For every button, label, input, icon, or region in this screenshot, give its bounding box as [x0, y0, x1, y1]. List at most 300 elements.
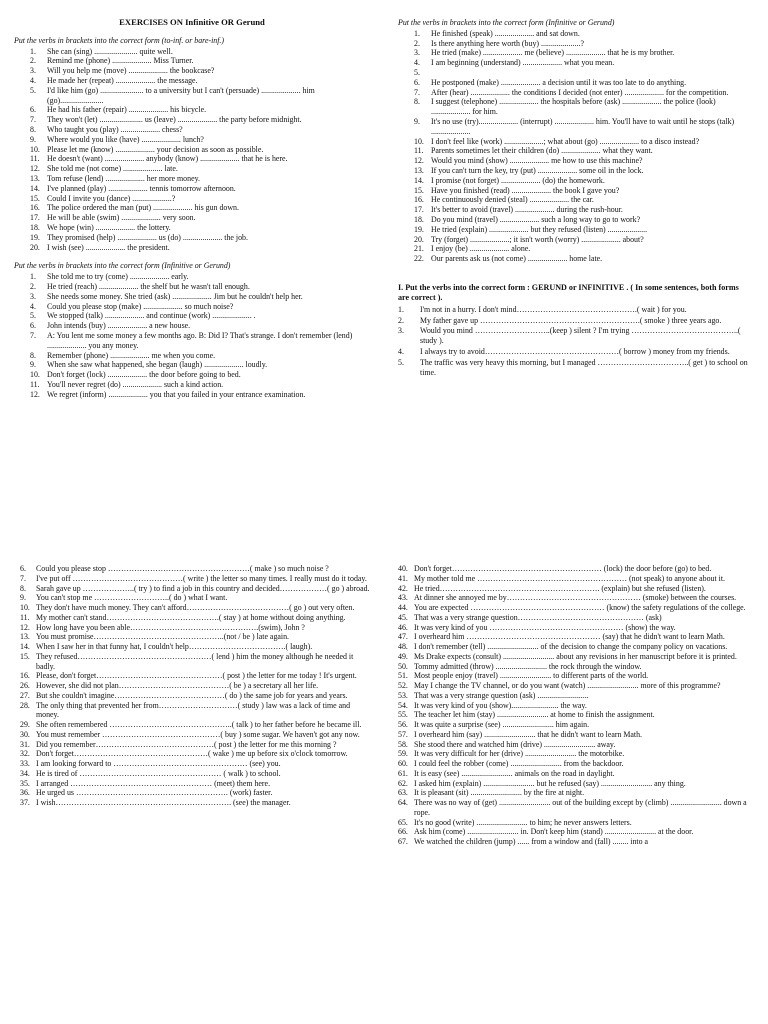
exercise-item — [398, 779, 750, 789]
item-number: 1. — [30, 272, 36, 282]
item-text: It's no use (try).................... (interrupt) .................... him. You'll have to wait until he stops (talk) .................... — [431, 116, 735, 136]
exercise-item — [398, 759, 750, 769]
item-text: Would you mind (show) .................... me how to use this machine? — [431, 156, 643, 166]
exercise-item — [398, 827, 750, 837]
item-text: Most people enjoy (travel) .......................... to different parts of the world. — [414, 671, 649, 681]
item-text: A: You lent me some money a few months ago. B: Did I? That's strange. I don't remember (lend) .................... you any money. — [47, 330, 353, 350]
item-text: Remember (phone) .................... me when you come. — [47, 350, 216, 360]
item-number: 3. — [30, 66, 36, 76]
item-number: 40. — [398, 564, 408, 573]
item-text: Where would you like (have) .................... lunch? — [47, 134, 204, 144]
exercise-item — [398, 662, 750, 672]
exercise-item — [14, 174, 370, 184]
exercise-item — [398, 788, 750, 798]
exercise-item — [398, 574, 750, 584]
item-number: 67. — [398, 837, 408, 846]
item-number: 6. — [30, 321, 36, 331]
exercise-item — [398, 195, 750, 205]
item-number: 32. — [20, 749, 30, 759]
item-number: 63. — [398, 788, 408, 798]
item-number: 12. — [20, 622, 30, 632]
item-text: He tried (reach) .................... the shelf but he wasn't tall enough. — [47, 281, 250, 291]
exercise-item — [398, 146, 750, 156]
item-text: When I saw her in that funny hat, I couldn't help……………………………….( laugh). — [36, 642, 313, 651]
item-number: 55. — [398, 710, 408, 720]
item-text: You can't stop me ………………………..( do ) what I want. — [36, 593, 228, 603]
item-number: 5. — [398, 357, 404, 367]
section-a-instruction: Put the verbs in brackets into the correct form (to-inf. or bare-inf.) — [14, 35, 225, 45]
exercise-item — [398, 593, 750, 603]
item-number: 4. — [30, 301, 36, 311]
item-number: 9. — [414, 116, 420, 126]
item-number: 26. — [20, 681, 30, 690]
item-text: He urged us …………………………………………………. (work) faster. — [36, 788, 273, 798]
item-number: 17. — [414, 205, 424, 215]
item-number: 13. — [414, 165, 424, 175]
exercise-item — [14, 223, 370, 233]
item-number: 49. — [398, 651, 408, 661]
item-number: 51. — [398, 671, 408, 681]
item-text: I am beginning (understand) .................... what you mean. — [431, 58, 615, 68]
item-text: They won't (let) ...................... us (leave) .................... the party before midnight. — [47, 115, 302, 125]
item-text: It's no good (write) .......................... to him; he never answers letters. — [414, 817, 632, 827]
item-text: Don't forget (lock) .................... the door before going to bed. — [47, 370, 241, 380]
item-number: 6. — [30, 105, 36, 115]
exercise-item — [398, 215, 750, 225]
exercise-item — [20, 720, 370, 730]
item-number: 59. — [398, 749, 408, 759]
item-number: 5. — [30, 311, 36, 321]
exercise-item — [20, 671, 370, 681]
item-number: 56. — [398, 720, 408, 729]
item-text: We regret (inform) .................... you that you failed in your entrance examination. — [47, 389, 306, 399]
item-text: Could I invite you (dance) ....................? — [47, 193, 176, 203]
item-text: He made her (repeat) .................... the message. — [47, 75, 198, 85]
item-number: 37. — [20, 798, 30, 807]
item-text: The teacher let him (stay) .......................... at home to finish the assignment. — [414, 710, 655, 720]
item-text: He continuously denied (steal) .................... the car. — [431, 195, 594, 205]
item-number: 35. — [20, 778, 30, 788]
item-text: I've put off ……………………………………( write ) the letter so many times. I really must do it today. — [36, 573, 367, 583]
exercise-item — [14, 154, 370, 164]
item-text: They promised (help) .................... us (do) .................... the job. — [47, 232, 248, 242]
exercise-item — [20, 730, 370, 740]
item-text: I promise (not forget) .................... (do) the homework. — [431, 175, 605, 185]
item-text: She told me to try (come) .................... early. — [47, 272, 189, 282]
item-number: 13. — [30, 173, 40, 183]
item-text: Did you remember………………………………………( post ) the letter for me this morning ? — [36, 739, 337, 749]
exercise-item — [14, 115, 370, 125]
item-text: Remind me (phone) .................... Miss Turner. — [47, 56, 194, 66]
exercise-item — [20, 652, 370, 672]
item-number: 29. — [20, 720, 30, 729]
item-text: I suggest (telephone) .................... the hospitals before (ask) .................... the police (look) .................... for him. — [431, 97, 716, 117]
item-number: 62. — [398, 778, 408, 788]
exercise-item — [398, 156, 750, 166]
item-number: 12. — [414, 156, 424, 166]
item-text: However, she did not plan……………………………………( be ) a secretary all her life. — [36, 681, 319, 690]
section-c-list — [398, 29, 750, 264]
item-text: The traffic was very heavy this morning, but I managed ……………………………..( get ) to school on time. — [420, 357, 748, 377]
exercise-item — [20, 749, 370, 759]
exercise-item — [398, 225, 750, 235]
item-number: 65. — [398, 817, 408, 827]
item-number: 1. — [30, 46, 36, 56]
item-number: 11. — [414, 146, 424, 156]
item-number: 9. — [30, 360, 36, 370]
exercise-item — [398, 137, 750, 147]
item-number: 46. — [398, 622, 408, 632]
item-number: 16. — [20, 671, 30, 681]
exercise-item — [398, 769, 750, 779]
exercise-item — [398, 584, 750, 594]
item-text: I've planned (play) .................... tennis tomorrow afternoon. — [47, 183, 236, 193]
item-number: 8. — [30, 350, 36, 360]
left-bottom-column — [20, 564, 370, 817]
item-text: Who taught you (play) .................... chess? — [47, 124, 183, 134]
item-number: 14. — [20, 642, 30, 651]
item-number: 2. — [398, 315, 404, 325]
exercise-item — [14, 194, 370, 204]
item-number: 19. — [414, 224, 424, 234]
item-text: That was a very strange question (ask) .......................... — [414, 690, 589, 700]
item-text: You must promise…………………………………………..(not / be ) late again. — [36, 632, 289, 642]
exercise-item — [398, 205, 750, 215]
exercise-item — [14, 203, 370, 213]
item-text: She needs some money. She tried (ask) .................... Jim but he couldn't help her. — [47, 291, 303, 301]
item-number: 9. — [30, 134, 36, 144]
exercise-item — [398, 564, 750, 574]
item-text: May I change the TV channel, or do you want (watch) .......................... more of this programme? — [414, 681, 721, 690]
exercise-item — [398, 254, 750, 264]
exercise-item — [14, 184, 370, 194]
item-text: It was very difficult for her (drive) .......................... the motorbike. — [414, 749, 625, 759]
exercise-item — [20, 701, 370, 721]
item-text: I asked him (explain) .......................... but he refused (say) .......................... any thing. — [414, 778, 686, 788]
item-text: Could you please stop (make) .................... so much noise? — [47, 301, 234, 311]
item-text: He postponed (make) .................... a decision until it was too late to do anything. — [431, 77, 687, 87]
exercise-item — [20, 564, 370, 574]
exercise-item — [20, 623, 370, 633]
section-a-list — [14, 47, 370, 253]
item-number: 22. — [414, 254, 424, 264]
exercise-item — [398, 701, 750, 711]
exercise-item — [20, 798, 370, 808]
item-number: 9. — [20, 593, 26, 603]
exercise-item — [398, 710, 750, 720]
item-number: 1. — [414, 28, 420, 38]
exercise-item — [398, 88, 750, 98]
item-text: Parents sometimes let their children (do) .................... what they want. — [431, 146, 653, 156]
item-number: 4. — [414, 58, 420, 68]
exercise-item — [398, 818, 750, 828]
item-number: 12. — [30, 389, 40, 399]
item-text: That was a very strange question………………………………………… (ask) — [414, 612, 662, 622]
item-text: She stood there and watched him (drive) .......................... away. — [414, 739, 616, 749]
section-c-instruction: Put the verbs in brackets into the correct form (Infinitive or Gerund) — [398, 18, 615, 27]
exercise-item — [14, 56, 370, 66]
exercise-item — [398, 166, 750, 176]
exercise-item — [14, 351, 370, 361]
item-text: He doesn't (want) .................... anybody (know) .................... that he is here. — [47, 154, 288, 164]
item-number: 42. — [398, 583, 408, 593]
item-number: 33. — [20, 759, 30, 768]
item-text: They refused……………………………………………( lend ) him the money although he needed it badly. — [36, 651, 354, 671]
item-text: Don't forget………………………………………………… (lock) the door before (go) to bed. — [414, 564, 712, 573]
item-number: 7. — [30, 330, 36, 340]
exercise-item — [398, 347, 750, 357]
item-text: He is tired of ……………………………………………… ( walk ) to school. — [36, 768, 281, 778]
item-number: 11. — [30, 379, 40, 389]
item-text: I arranged ……………………………………………… (meet) them here. — [36, 778, 271, 788]
exercise-item — [398, 623, 750, 633]
exercise-item — [398, 305, 750, 315]
item-text: I always try to avoid……………………………………………( borrow ) money from my friends. — [420, 346, 730, 356]
item-number: 19. — [30, 232, 40, 242]
exercise-item — [14, 213, 370, 223]
item-number: 16. — [30, 203, 40, 213]
item-number: 44. — [398, 603, 408, 612]
exercise-item — [398, 244, 750, 254]
item-number: 36. — [20, 788, 30, 798]
item-number: 20. — [414, 234, 424, 244]
item-number: 48. — [398, 642, 408, 651]
exercise-item — [14, 272, 370, 282]
exercise-item — [14, 311, 370, 321]
item-number: 8. — [20, 583, 26, 593]
item-number: 10. — [30, 370, 40, 380]
item-number: 11. — [30, 154, 40, 164]
exercise-item — [398, 613, 750, 623]
item-text: He finished (speak) .................... and sat down. — [431, 28, 580, 38]
exercise-item — [14, 390, 370, 400]
item-number: 6. — [414, 77, 420, 87]
item-number: 8. — [30, 124, 36, 134]
item-number: 10. — [30, 144, 40, 154]
exercise-item — [20, 613, 370, 623]
exercise-item — [398, 68, 750, 78]
item-number: 27. — [20, 690, 30, 700]
exercise-item — [398, 176, 750, 186]
item-number: 2. — [30, 281, 36, 291]
item-text: He tried (make) .................... me (believe) .................... that he is my brother. — [431, 48, 675, 58]
item-number: 64. — [398, 798, 408, 807]
exercise-item — [14, 145, 370, 155]
item-text: Don't forget……………………………………………( wake ) me up before six o'clock tomorrow. — [36, 749, 348, 759]
item-text: He had his father (repair) .................... his bicycle. — [47, 105, 207, 115]
item-text: I'm not in a hurry. I don't mind……………………………………….( wait ) for you. — [420, 304, 687, 314]
exercise-item — [14, 76, 370, 86]
item-text: I'd like him (go) ...................... to a university but I can't (persuade) .................... him (go)...................... — [47, 85, 315, 105]
item-number: 7. — [30, 115, 36, 125]
item-number: 15. — [30, 193, 40, 203]
item-number: 41. — [398, 573, 408, 583]
item-text: The police ordered the man (put) .................... his gun down. — [47, 203, 239, 213]
exercise-item — [20, 574, 370, 584]
item-number: 4. — [398, 346, 404, 356]
item-text: Will you help me (move) .................... the bookcase? — [47, 66, 215, 76]
item-number: 15. — [20, 651, 30, 661]
item-text: Sarah gave up ………………..( try ) to find a job in this country and decided………………( go ) abroad. — [36, 583, 370, 593]
exercise-item — [14, 66, 370, 76]
exercise-item — [398, 326, 750, 346]
item-number: 45. — [398, 612, 408, 622]
item-text: Our parents ask us (not come) .................... home late. — [431, 254, 603, 264]
exercise-item — [398, 78, 750, 88]
item-number: 2. — [414, 38, 420, 48]
item-number: 43. — [398, 593, 408, 603]
item-text: Have you finished (read) .................... the book I gave you? — [431, 185, 620, 195]
item-text: He tried (explain) .................... but they refused (listen) .................... — [431, 224, 648, 234]
exercise-item — [14, 233, 370, 243]
item-number: 13. — [20, 632, 30, 642]
item-number: 3. — [30, 291, 36, 301]
item-text: He will be able (swim) .................... very soon. — [47, 213, 196, 223]
exercise-item — [20, 632, 370, 642]
exercise-item — [398, 632, 750, 642]
exercise-item — [398, 837, 750, 847]
item-text: I don't feel like (work) ....................; what about (go) .................... to a disco instead? — [431, 136, 700, 146]
section-d-instruction: I. Put the verbs into the correct form : GERUND or INFINITIVE . ( In some sentences, both forms are correct ). — [398, 282, 739, 303]
exercise-item — [20, 642, 370, 652]
item-number: 34. — [20, 768, 30, 778]
exercise-item — [14, 302, 370, 312]
item-text: But she couldn't imagine……………………………………( do ) the same job for years and years. — [36, 690, 348, 700]
item-text: There was no way of (get) .......................... out of the building except by (climb) .......................... down a rope. — [414, 798, 747, 817]
exercise-item — [398, 720, 750, 730]
item-number: 10. — [20, 603, 30, 612]
item-number: 14. — [414, 175, 424, 185]
item-text: Would you mind ………………………..(keep ) silent ? I'm trying …………………………………..( study ). — [420, 326, 741, 346]
item-number: 6. — [20, 564, 26, 573]
item-number: 4. — [30, 75, 36, 85]
exercise-item — [20, 603, 370, 613]
item-text: I overheard him …………………………………………… (say) that he didn't want to learn Math. — [414, 632, 725, 642]
exercise-item — [14, 370, 370, 380]
item-number: 60. — [398, 759, 408, 768]
exercise-item — [14, 105, 370, 115]
exercise-item — [398, 235, 750, 245]
item-text: Do you mind (travel) .................... such a long way to go to work? — [431, 214, 641, 224]
item-text: It is easy (see) .......................... animals on the road in daylight. — [414, 768, 615, 778]
item-number: 31. — [20, 739, 30, 749]
item-text: John intends (buy) .................... a new house. — [47, 321, 191, 331]
item-number: 17. — [30, 213, 40, 223]
item-text: You are expected …………………………………………… (know) the safety regulations of the college. — [414, 603, 746, 612]
exercise-item — [398, 691, 750, 701]
item-text: My mother told me ………………………………………………… (not speak) to anyone about it. — [414, 573, 725, 583]
exercise-item — [398, 316, 750, 326]
item-number: 5. — [414, 67, 420, 77]
exercise-item — [20, 740, 370, 750]
item-number: 10. — [414, 136, 424, 146]
item-number: 66. — [398, 827, 408, 837]
item-text: It was quite a surprise (see) .......................... him again. — [414, 720, 590, 729]
item-text: I wish (see) .................... the president. — [47, 242, 170, 252]
left-top-column — [14, 18, 370, 408]
item-text: If you can't turn the key, try (put) .................... some oil in the lock. — [431, 165, 644, 175]
exercise-item — [14, 125, 370, 135]
item-text: We watched the children (jump) ...... from a window and (fall) ........ into a — [414, 837, 649, 846]
item-text: Ask him (come) .......................... in. Don't keep him (stand) .......................... at the door. — [414, 827, 694, 837]
item-text: Tommy admitted (throw) .......................... the rock through the window. — [414, 661, 642, 671]
item-number: 20. — [30, 242, 40, 252]
item-number: 2. — [30, 56, 36, 66]
item-number: 53. — [398, 690, 408, 700]
exercise-item — [20, 584, 370, 594]
exercise-item — [14, 243, 370, 253]
item-text: When she saw what happened, she began (laugh) .................... loudly. — [47, 360, 268, 370]
item-number: 18. — [30, 222, 40, 232]
item-text: We stopped (talk) .................... and continue (work) .................... . — [47, 311, 256, 321]
item-number: 3. — [398, 326, 404, 336]
item-text: Tom refuse (lend) .................... her more money. — [47, 173, 200, 183]
exercise-item — [14, 135, 370, 145]
item-number: 58. — [398, 739, 408, 749]
item-number: 15. — [414, 185, 424, 195]
exercise-item — [398, 58, 750, 68]
item-number: 30. — [20, 729, 30, 739]
exercise-item — [14, 164, 370, 174]
item-text: She can (sing) ...................... quite well. — [47, 46, 173, 56]
item-number: 14. — [30, 183, 40, 193]
item-number: 12. — [30, 164, 40, 174]
item-number: 3. — [414, 48, 420, 58]
item-number: 7. — [414, 87, 420, 97]
section-b-instruction: Put the verbs in brackets into the correct form (Infinitive or Gerund) — [14, 261, 231, 271]
exercise-item — [398, 681, 750, 691]
item-text: You must remember ………………………………………( buy ) some sugar. We haven't got any now. — [36, 729, 360, 739]
exercise-item — [398, 603, 750, 613]
item-number: 8. — [414, 97, 420, 107]
item-text: Try (forget) ....................; it isn't worth (worry) .................... about? — [431, 234, 644, 244]
exercise-item — [398, 652, 750, 662]
exercise-item — [398, 642, 750, 652]
item-number: 54. — [398, 700, 408, 710]
item-text: She told me (not come) .................... late. — [47, 164, 178, 174]
item-text: My father gave up …………………………………………………….( smoke ) three years ago. — [420, 315, 722, 325]
exercise-item — [398, 186, 750, 196]
item-text: After (hear) .................... the conditions I decided (not enter) .................... for the competition. — [431, 87, 729, 97]
exercise-item — [398, 39, 750, 49]
right-bottom-column — [398, 564, 750, 856]
right-top-column — [398, 18, 750, 386]
item-text: I could feel the robber (come) .......................... from the backdoor. — [414, 759, 624, 768]
item-text: They don't have much money. They can't afford…………………………………( go ) out very often. — [36, 603, 355, 612]
item-number: 1. — [398, 304, 404, 314]
exercise-item — [398, 97, 750, 117]
exercise-item — [398, 358, 750, 378]
item-text: Please let me (know) .................... your decision as soon as possible. — [47, 144, 264, 154]
section-e-list — [20, 564, 370, 808]
item-number: 16. — [414, 195, 424, 205]
item-text: She often remembered ………………………………………..( talk ) to her father before he became ill. — [36, 720, 362, 729]
item-text: How long have you been able………………………………………….(swim), John ? — [36, 622, 305, 632]
exercise-item — [398, 671, 750, 681]
exercise-item — [398, 740, 750, 750]
item-number: 11. — [20, 612, 30, 622]
item-text: My mother can't stand…………………………………….( stay ) at home without doing anything. — [36, 612, 346, 622]
exercise-item — [14, 86, 370, 106]
exercise-item — [20, 593, 370, 603]
exercise-item — [398, 48, 750, 58]
exercise-item — [20, 681, 370, 691]
item-text: He tried……………………………………………………. (explain) but she refused (listen). — [414, 583, 706, 593]
item-number: 5. — [30, 85, 36, 95]
exercise-item — [14, 282, 370, 292]
exercise-item — [398, 117, 750, 137]
exercise-item — [20, 759, 370, 769]
